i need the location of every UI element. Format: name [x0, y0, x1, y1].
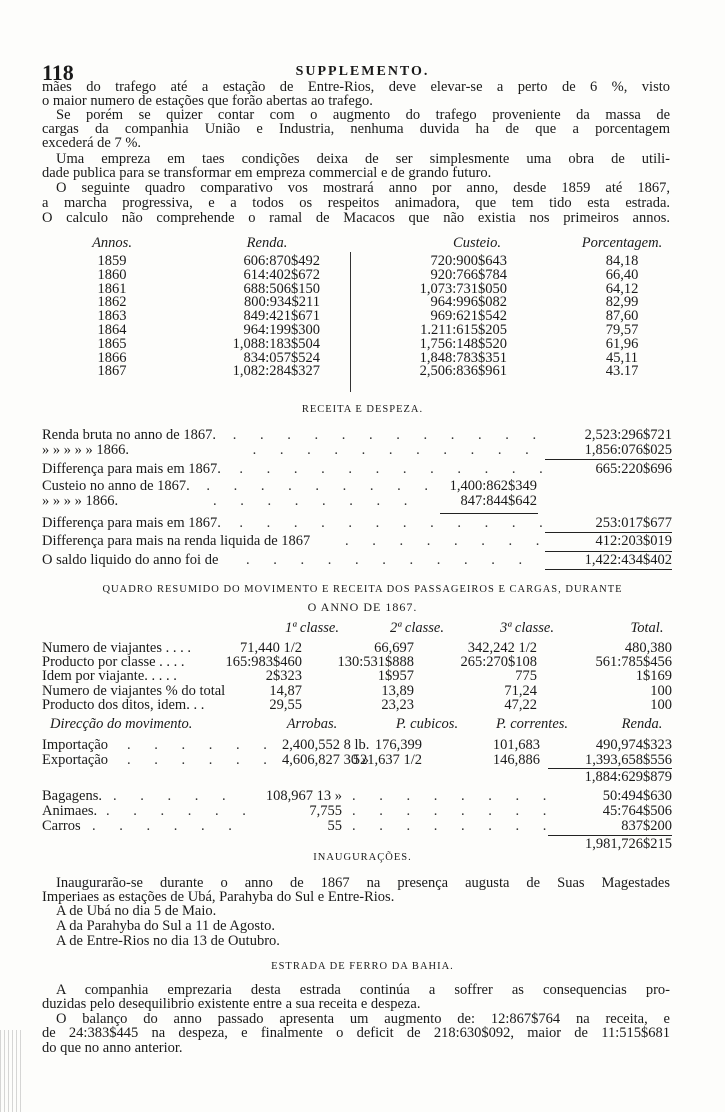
- value-cell: 2$323: [265, 668, 302, 685]
- porcentagem-cell: 82,99: [605, 294, 639, 311]
- arrobas-cell: 4,606,827 30 »: [282, 751, 369, 768]
- custeio-value: 847:844$642: [460, 493, 537, 509]
- custeio-cell: 1,073:731$050: [419, 280, 507, 297]
- page-edge-stain: [0, 1030, 22, 1112]
- col-header-renda: Renda.: [621, 716, 663, 732]
- dot-leader: [233, 428, 542, 443]
- row-label: Differença para mais na renda liquida de 1867: [42, 533, 311, 549]
- arrobas-cell: 7,755: [309, 803, 342, 819]
- custeio-value: 1,400:862$349: [449, 478, 537, 494]
- text-line: A de Ubá no dia 5 de Maio.: [56, 903, 217, 919]
- row-label: Custeio no anno de 1867.: [42, 478, 190, 494]
- quadro-row: [42, 698, 672, 713]
- text-line: A de Entre-Rios no dia 13 de Outubro.: [56, 933, 280, 949]
- amount-value: 2,523:296$721: [584, 427, 672, 443]
- section-title-inauguracoes: INAUGURAÇÕES.: [313, 852, 412, 863]
- text-line: duzidas pelo desequilibrio existente entre a sua receita e despeza.: [42, 996, 421, 1012]
- value-cell: 100: [650, 682, 672, 699]
- movimento-row: [42, 753, 672, 768]
- amount-value: 1,856:076$025: [584, 442, 672, 458]
- text-line: do que no anno anterior.: [42, 1040, 183, 1056]
- value-cell: 13,89: [381, 682, 414, 699]
- renda-cell: 50:494$630: [602, 788, 672, 804]
- porcentagem-cell: 64,12: [605, 280, 639, 297]
- col-header-direccao: Direcção do movimento.: [50, 716, 193, 732]
- row-label: Differença para mais em 1867.: [42, 515, 221, 531]
- table-header: [42, 236, 672, 251]
- dot-leader: [253, 443, 542, 458]
- movimento-header: [42, 717, 672, 732]
- value-cell: 100: [650, 696, 672, 713]
- row-label: Animaes.: [42, 803, 98, 819]
- receita-row: [42, 534, 672, 549]
- row-label: Importação: [42, 737, 109, 753]
- subtotal-row: [42, 770, 672, 785]
- receita-row: [42, 428, 672, 443]
- sum-rule: [545, 532, 672, 533]
- value-cell: 342,242 1/2: [467, 640, 537, 656]
- cubicos-cell: 521,637 1/2: [352, 751, 422, 768]
- custeio-cell: 964:996$082: [430, 294, 507, 311]
- porcentagem-cell: 61,96: [605, 335, 639, 352]
- table-row: [42, 268, 672, 283]
- correntes-cell: 146,886: [492, 751, 540, 768]
- receita-row: [42, 479, 672, 494]
- table-row: [42, 254, 672, 269]
- renda-cell: 614:402$672: [243, 266, 320, 283]
- movimento-row: [42, 819, 672, 834]
- text-line: Uma empreza em taes condições deixa de ser simplesmente uma obra de utili-: [56, 151, 670, 167]
- renda-cell: 688:506$150: [243, 280, 320, 297]
- row-label: Renda bruta no anno de 1867.: [42, 427, 216, 443]
- value-cell: 23,23: [381, 696, 414, 713]
- text-line: cargas da companhia União e Industria, nenhuma duvida ha de que a porcentagem: [42, 121, 670, 137]
- text-line: a marcha progressiva, e a todos os respeitos animadora, que tem tido esta estrada.: [42, 195, 670, 211]
- amount-value: 665:220$696: [595, 461, 672, 477]
- value-cell: 561:785$456: [595, 654, 672, 671]
- renda-cell: 490,974$323: [595, 737, 672, 753]
- arrobas-cell: 108,967 13 »: [265, 788, 342, 804]
- sum-rule: [440, 513, 538, 514]
- text-line: de 24:383$445 na despeza, e finalmente o deficit de 218:630$092, maior de 11:515$681: [42, 1025, 670, 1041]
- row-label: Numero de viajantes % do total: [42, 682, 226, 699]
- text-line: A companhia emprezaria desta estrada continúa a soffrer as consequencias pro-: [56, 982, 670, 998]
- table-row: [42, 295, 672, 310]
- renda-cell: 849:421$671: [243, 308, 320, 325]
- renda-cell: 834:057$524: [243, 349, 320, 366]
- custeio-cell: 1,756:148$520: [419, 335, 507, 352]
- running-title: SUPPLEMENTO.: [295, 64, 430, 79]
- receita-row: [42, 494, 672, 509]
- col-header-annos: Annos.: [92, 235, 132, 251]
- custeio-cell: 2,506:836$961: [419, 363, 507, 380]
- custeio-cell: 1.211:615$205: [420, 322, 507, 338]
- arrobas-cell: 55: [327, 818, 342, 834]
- value-cell: 775: [515, 668, 537, 685]
- row-label: Differença para mais em 1867.: [42, 461, 221, 477]
- value-cell: 71,24: [504, 682, 537, 699]
- page-number: 118: [42, 60, 74, 85]
- value-cell: 130:531$888: [337, 654, 414, 671]
- section-title-receita: RECEITA E DESPEZA.: [301, 404, 424, 415]
- row-label: Bagagens.: [42, 788, 102, 804]
- col-header-2a-classe: 2ª classe.: [390, 620, 444, 636]
- renda-cell: 837$200: [621, 818, 672, 834]
- amount-value: 412:203$019: [595, 533, 672, 549]
- value-cell: 265:270$108: [460, 654, 537, 671]
- receita-row: [42, 553, 672, 568]
- dot-leader: [127, 753, 277, 768]
- col-header-3a-classe: 3ª classe.: [500, 620, 554, 636]
- value-cell: 1$169: [635, 668, 672, 685]
- porcentagem-cell: 87,60: [605, 308, 639, 325]
- dot-leader: [345, 534, 542, 549]
- year-cell: 1862: [97, 294, 127, 311]
- text-line: O balanço do anno passado apresenta um augmento de: 12:867$764 na receita, e: [56, 1011, 670, 1027]
- sum-rule: [545, 459, 672, 460]
- sum-rule: [545, 569, 672, 570]
- text-line: A da Parahyba do Sul a 11 de Agosto.: [56, 918, 275, 934]
- dot-leader: [127, 738, 277, 753]
- value-cell: 71,440 1/2: [239, 640, 302, 656]
- quadro-header: [42, 621, 672, 636]
- renda-cell: 1,393,658$556: [585, 751, 672, 768]
- text-line: o maior numero de estações que forão abertas ao trafego.: [42, 93, 373, 109]
- quadro-title-year: O ANNO DE 1867.: [307, 600, 418, 614]
- text-line: Se porém se quizer contar com o augmento do trafego proveniente da massa de: [56, 107, 670, 123]
- total-row: [42, 837, 672, 852]
- dot-leader: [106, 804, 250, 819]
- porcentagem-cell: 79,57: [605, 322, 639, 338]
- value-cell: 1$957: [377, 668, 414, 685]
- renda-cell: 964:199$300: [243, 322, 320, 338]
- renda-cell: 1,082:284$327: [232, 363, 320, 380]
- section-title-bahia: ESTRADA DE FERRO DA BAHIA.: [271, 961, 454, 972]
- text-line: excederá de 7 %.: [42, 135, 142, 151]
- dot-leader: [213, 494, 427, 509]
- text-line: mães do trafego até a estação de Entre-Rios, deve elevar-se a perto de 6 %, visto: [42, 79, 670, 95]
- year-cell: 1865: [97, 335, 127, 352]
- row-label: Producto por classe . . . .: [42, 654, 185, 671]
- sum-rule: [545, 551, 672, 552]
- dot-leader: [113, 789, 250, 804]
- dot-leader: [206, 479, 427, 494]
- year-cell: 1859: [97, 253, 127, 269]
- custeio-cell: 720:900$643: [430, 253, 507, 269]
- renda-cell: 1,088:183$504: [232, 335, 320, 352]
- custeio-cell: 1,848:783$351: [419, 349, 507, 366]
- row-label: » » » » » 1866.: [42, 442, 129, 458]
- year-cell: 1867: [97, 363, 127, 380]
- col-header-porcentagem: Porcentagem.: [581, 235, 663, 251]
- col-header-1a-classe: 1ª classe.: [285, 620, 339, 636]
- renda-cell: 45:764$506: [602, 803, 672, 819]
- renda-cell: 606:870$492: [243, 253, 320, 269]
- col-header-correntes: P. correntes.: [495, 716, 569, 732]
- col-header-renda: Renda.: [246, 235, 288, 251]
- custeio-cell: 969:621$542: [430, 308, 507, 325]
- correntes-cell: 101,683: [492, 737, 540, 753]
- table-row: [42, 323, 672, 338]
- dot-leader: [239, 462, 542, 477]
- porcentagem-cell: 84,18: [605, 253, 639, 269]
- total-value: 1,981,726$215: [585, 836, 672, 852]
- dot-leader: [246, 553, 542, 568]
- table-row: [42, 337, 672, 352]
- text-line: Inaugurarão-se durante o anno de 1867 na presença augusta de Suas Magestades: [56, 875, 670, 891]
- dot-leader: [92, 819, 250, 834]
- value-cell: 47,22: [504, 696, 537, 713]
- col-header-total: Total.: [630, 620, 664, 636]
- col-header-custeio: Custeio.: [453, 235, 501, 251]
- cubicos-cell: 176,399: [374, 737, 422, 753]
- dot-leader: [352, 819, 552, 834]
- movimento-row: [42, 804, 672, 819]
- year-cell: 1861: [97, 280, 127, 297]
- year-cell: 1864: [97, 322, 127, 338]
- movimento-row: [42, 789, 672, 804]
- row-label: Producto dos ditos, idem. . .: [42, 696, 205, 713]
- year-cell: 1860: [97, 266, 127, 283]
- col-header-cubicos: P. cubicos.: [395, 716, 459, 732]
- value-cell: 165:983$460: [225, 654, 302, 671]
- subtotal-value: 1,884:629$879: [584, 769, 672, 785]
- row-label: » » » » 1866.: [42, 493, 119, 509]
- receita-row: [42, 516, 672, 531]
- amount-value: 253:017$677: [595, 515, 672, 531]
- table-row: [42, 282, 672, 297]
- amount-value: 1,422:434$402: [584, 552, 672, 568]
- custeio-cell: 920:766$784: [430, 266, 507, 283]
- quadro-title: QUADRO RESUMIDO DO MOVIMENTO E RECEITA DOS PASSAGEIROS E CARGAS, DURANTE: [102, 584, 623, 595]
- porcentagem-cell: 45,11: [605, 349, 639, 366]
- porcentagem-cell: 66,40: [605, 266, 639, 283]
- row-label: Idem por viajante. . . . .: [42, 668, 177, 685]
- row-label: Carros: [42, 818, 81, 834]
- text-line: O calculo não comprehende o ramal de Macacos que não existia nos primeiros annos.: [42, 210, 670, 226]
- dot-leader: [352, 804, 552, 819]
- text-line: Imperiaes as estações de Ubá, Parahyba do Sul e Entre-Rios.: [42, 889, 395, 905]
- renda-cell: 800:934$211: [244, 294, 320, 311]
- value-cell: 480,380: [624, 640, 672, 656]
- year-cell: 1866: [97, 349, 127, 366]
- table-row: [42, 351, 672, 366]
- year-cell: 1863: [97, 308, 127, 325]
- receita-row: [42, 462, 672, 477]
- value-cell: 66,697: [374, 640, 414, 656]
- dot-leader: [239, 516, 542, 531]
- row-label: O saldo liquido do anno foi de: [42, 552, 219, 568]
- text-line: O seguinte quadro comparativo vos mostrará anno por anno, desde 1859 até 1867,: [56, 180, 670, 196]
- dot-leader: [352, 789, 552, 804]
- text-line: dade publica para se transformar em empreza commercial e de grando futuro.: [42, 165, 492, 181]
- porcentagem-cell: 43.17: [605, 363, 639, 380]
- row-label: Exportação: [42, 751, 109, 768]
- value-cell: 14,87: [269, 682, 302, 699]
- movimento-row: [42, 738, 672, 753]
- receita-row: [42, 443, 672, 458]
- row-label: Numero de viajantes . . . .: [42, 640, 191, 656]
- table-row: [42, 309, 672, 324]
- arrobas-cell: 2,400,552 8 lb.: [282, 737, 370, 753]
- table-row: [42, 364, 672, 379]
- value-cell: 29,55: [269, 696, 302, 713]
- col-header-arrobas: Arrobas.: [286, 716, 338, 732]
